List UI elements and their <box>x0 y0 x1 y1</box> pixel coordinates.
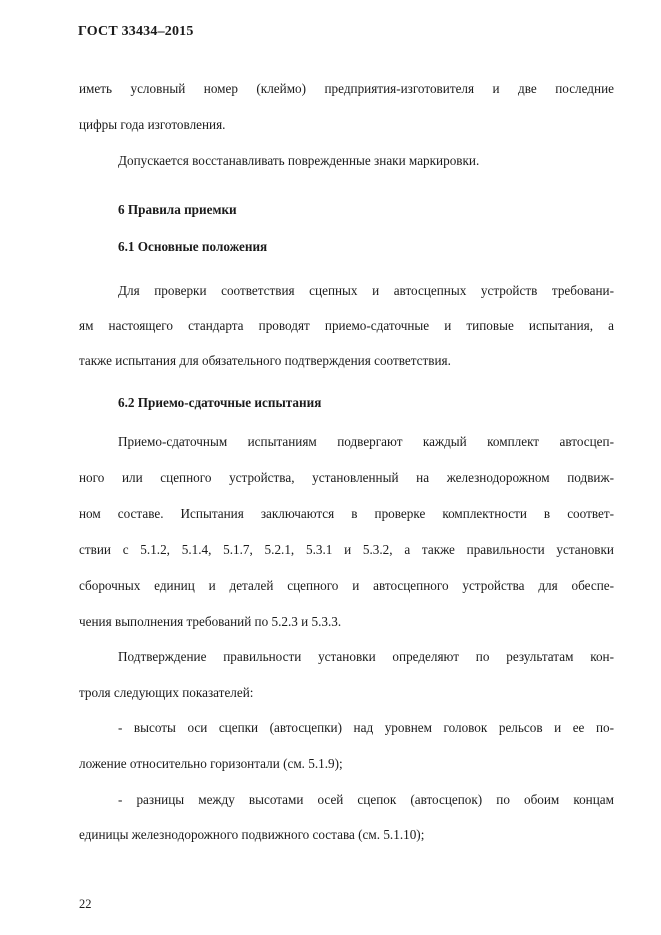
text-line: ного или сцепного устройства, установленный на железнодорожном подвиж- <box>79 470 614 485</box>
list-item-continuation: ложение относительно горизонтали (см. 5.1.9); <box>79 756 343 771</box>
text-line: также испытания для обязательного подтверждения соответствия. <box>79 353 451 368</box>
text-line: цифры года изготовления. <box>79 117 226 132</box>
text-line: иметь условный номер (клеймо) предприятия-изготовителя и две последние <box>79 81 614 96</box>
text-line: Допускается восстанавливать поврежденные знаки маркировки. <box>118 153 480 168</box>
text-line: ствии с 5.1.2, 5.1.4, 5.1.7, 5.2.1, 5.3.1 и 5.3.2, а также правильности установки <box>79 542 614 557</box>
list-item: - разницы между высотами осей сцепок (автосцепок) по обоим концам <box>118 792 614 807</box>
text-line: троля следующих показателей: <box>79 685 254 700</box>
section-heading: 6 Правила приемки <box>118 202 237 217</box>
text-line: Подтверждение правильности установки определяют по результатам кон- <box>118 649 614 664</box>
subsection-heading: 6.1 Основные положения <box>118 239 268 254</box>
text-line: Приемо-сдаточным испытаниям подвергают каждый комплект автосцеп- <box>118 434 614 449</box>
page-number: 22 <box>79 897 92 911</box>
list-item: - высоты оси сцепки (автосцепки) над уровнем головок рельсов и ее по- <box>118 720 614 735</box>
text-line: ном составе. Испытания заключаются в проверке комплектности в соответ- <box>79 506 614 521</box>
subsection-heading: 6.2 Приемо-сдаточные испытания <box>118 395 322 410</box>
text-line: ям настоящего стандарта проводят приемо-сдаточные и типовые испытания, а <box>79 318 614 333</box>
text-line: чения выполнения требований по 5.2.3 и 5.3.3. <box>79 614 342 629</box>
list-item-continuation: единицы железнодорожного подвижного состава (см. 5.1.10); <box>79 827 425 842</box>
text-line: Для проверки соответствия сцепных и автосцепных устройств требовани- <box>118 283 614 298</box>
page-header-title: ГОСТ 33434–2015 <box>78 24 194 39</box>
text-line: сборочных единиц и деталей сцепного и автосцепного устройства для обеспе- <box>79 578 614 593</box>
